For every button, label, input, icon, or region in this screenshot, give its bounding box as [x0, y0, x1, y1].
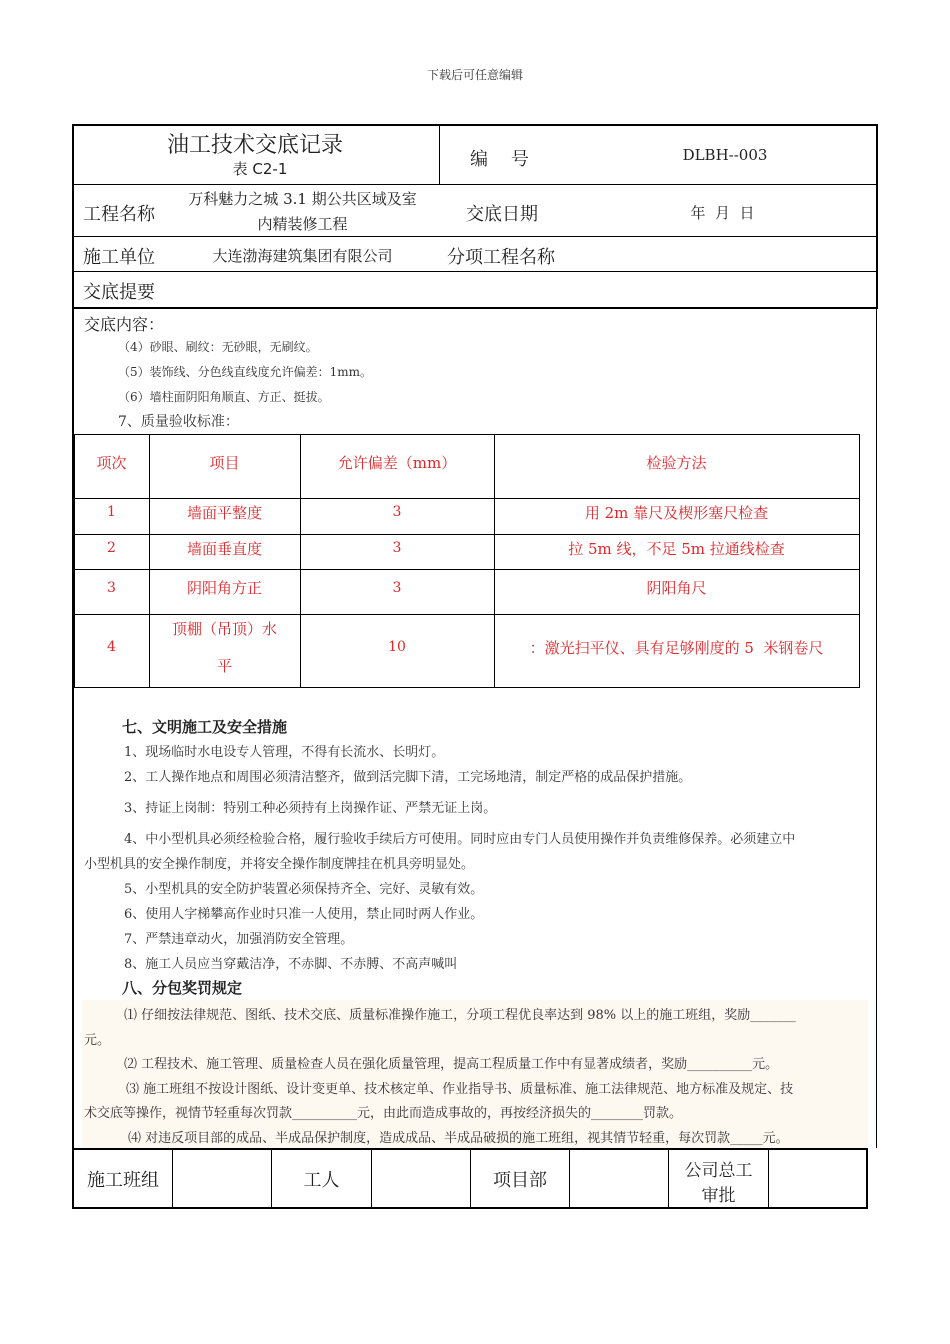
- safety-heading: 七、文明施工及安全措施: [122, 718, 288, 736]
- table-row-4-method: ：激光扫平仪、具有足够刚度的 5 米钢卷尺: [529, 638, 824, 657]
- table-row-4-item-line1: 顶棚（吊顶）水: [171, 620, 277, 638]
- team-label: 施工班组: [87, 1169, 159, 1191]
- date-value: 年 月 日: [690, 204, 755, 222]
- table-row-3-method: 阴阳角尺: [646, 579, 707, 597]
- table-row-1-no: 1: [107, 504, 116, 520]
- number-value: DLBH--003: [682, 146, 768, 164]
- safety-item-4: 4、中小型机具必须经检验合格，履行验收手续后方可使用。同时应由专门人员使用操作并负责维修保养。必须建立中: [124, 832, 796, 847]
- safety-item-1: 1、现场临时水电设专人管理，不得有长流水、长明灯。: [124, 745, 445, 760]
- table-row-3-item: 阴阳角方正: [186, 579, 262, 597]
- table-header-tolerance: 允许偏差（mm）: [337, 453, 457, 472]
- number-label: 编 号: [470, 149, 529, 170]
- table-row-1-tol: 3: [392, 504, 402, 520]
- content-item-5: （5）装饰线、分色线直线度允许偏差：1mm。: [118, 365, 373, 379]
- penalty-heading: 八、分包奖罚规定: [122, 979, 243, 997]
- unit-value: 大连渤海建筑集团有限公司: [212, 247, 393, 265]
- unit-label: 施工单位: [83, 247, 155, 268]
- penalty-line-1: ⑴ 仔细按法律规范、图纸、技术交底、质量标准操作施工，分项工程优良率达到 98% 以上的施工班组，奖励_______: [124, 1008, 796, 1023]
- table-row-4-tol: 10: [388, 639, 406, 655]
- form-title: 油工技术交底记录: [166, 133, 343, 158]
- table-row-4-no: 4: [107, 639, 116, 655]
- content-item-4: （4）砂眼、刷纹：无砂眼，无刷纹。: [118, 340, 318, 354]
- subproject-label: 分项工程名称: [447, 247, 555, 268]
- safety-item-4-cont: 小型机具的安全操作制度，并将安全操作制度牌挂在机具旁明显处。: [84, 857, 475, 872]
- penalty-line-2: ⑵ 工程技术、施工管理、质量检查人员在强化质量管理，提高工程质量工作中有显著成绩者，奖励__________元。: [124, 1057, 779, 1072]
- worker-label: 工人: [303, 1169, 340, 1191]
- penalty-line-1-cont: 元。: [84, 1033, 111, 1048]
- project-name-label: 工程名称: [83, 204, 155, 225]
- table-row-2-method: 拉 5m 线，不足 5m 拉通线检查: [568, 539, 785, 558]
- safety-item-3: 3、持证上岗制：特别工种必须持有上岗操作证、严禁无证上岗。: [124, 801, 497, 816]
- safety-item-6: 6、使用人字梯攀高作业时只准一人使用，禁止同时两人作业。: [124, 907, 484, 922]
- table-row-1-method: 用 2m 靠尺及楔形塞尺检查: [584, 503, 769, 522]
- top-note: 下载后可任意编辑: [426, 68, 523, 82]
- table-row-2-item: 墙面垂直度: [186, 539, 262, 558]
- safety-item-7: 7、严禁违章动火，加强消防安全管理。: [124, 932, 354, 947]
- form-subtitle: 表 C2-1: [232, 160, 288, 178]
- table-row-3-tol: 3: [392, 579, 402, 596]
- safety-item-8: 8、施工人员应当穿戴洁净，不赤脚、不赤膊、不高声喊叫: [124, 957, 458, 972]
- summary-label: 交底提要: [83, 282, 155, 303]
- table-header-method: 检验方法: [646, 453, 707, 472]
- approval-label-line2: 审批: [701, 1186, 736, 1206]
- project-name-value-2: 内精装修工程: [257, 215, 348, 233]
- table-row-3-no: 3: [107, 579, 116, 596]
- safety-item-2: 2、工人操作地点和周围必须清洁整齐，做到活完脚下清，工完场地清，制定严格的成品保护措施。: [124, 770, 692, 785]
- penalty-line-4: ⑷ 对违反项目部的成品、半成品保护制度，造成成品、半成品破损的施工班组，视其情节轻重，每次罚款_____元。: [128, 1131, 789, 1146]
- penalty-line-3: ⑶ 施工班组不按设计图纸、设计变更单、技术核定单、作业指导书、质量标准、施工法律规范、地方标准及规定、技: [126, 1082, 794, 1097]
- content-item-6: （6）墙柱面阴阳角顺直、方正、挺拔。: [118, 390, 330, 404]
- date-label: 交底日期: [466, 204, 538, 225]
- table-row-1-item: 墙面平整度: [186, 503, 262, 522]
- approval-label-line1: 公司总工: [684, 1161, 753, 1181]
- dept-label: 项目部: [493, 1169, 547, 1191]
- table-row-2-no: 2: [107, 540, 116, 556]
- content-label: 交底内容：: [84, 315, 165, 334]
- table-header-item: 项目: [209, 453, 240, 472]
- safety-item-5: 5、小型机具的安全防护装置必须保持齐全、完好、灵敏有效。: [124, 882, 484, 897]
- table-row-4-item-line2: 平: [216, 657, 232, 675]
- penalty-line-3-cont: 术交底等操作，视情节轻重每次罚款__________元，由此而造成事故的，再按经济损失的________罚款。: [84, 1106, 683, 1121]
- table-header-no: 项次: [96, 453, 127, 472]
- table-row-2-tol: 3: [392, 540, 402, 556]
- quality-heading: 7、质量验收标准：: [118, 414, 239, 430]
- project-name-value-1: 万科魅力之城 3.1 期公共区域及室: [188, 190, 417, 208]
